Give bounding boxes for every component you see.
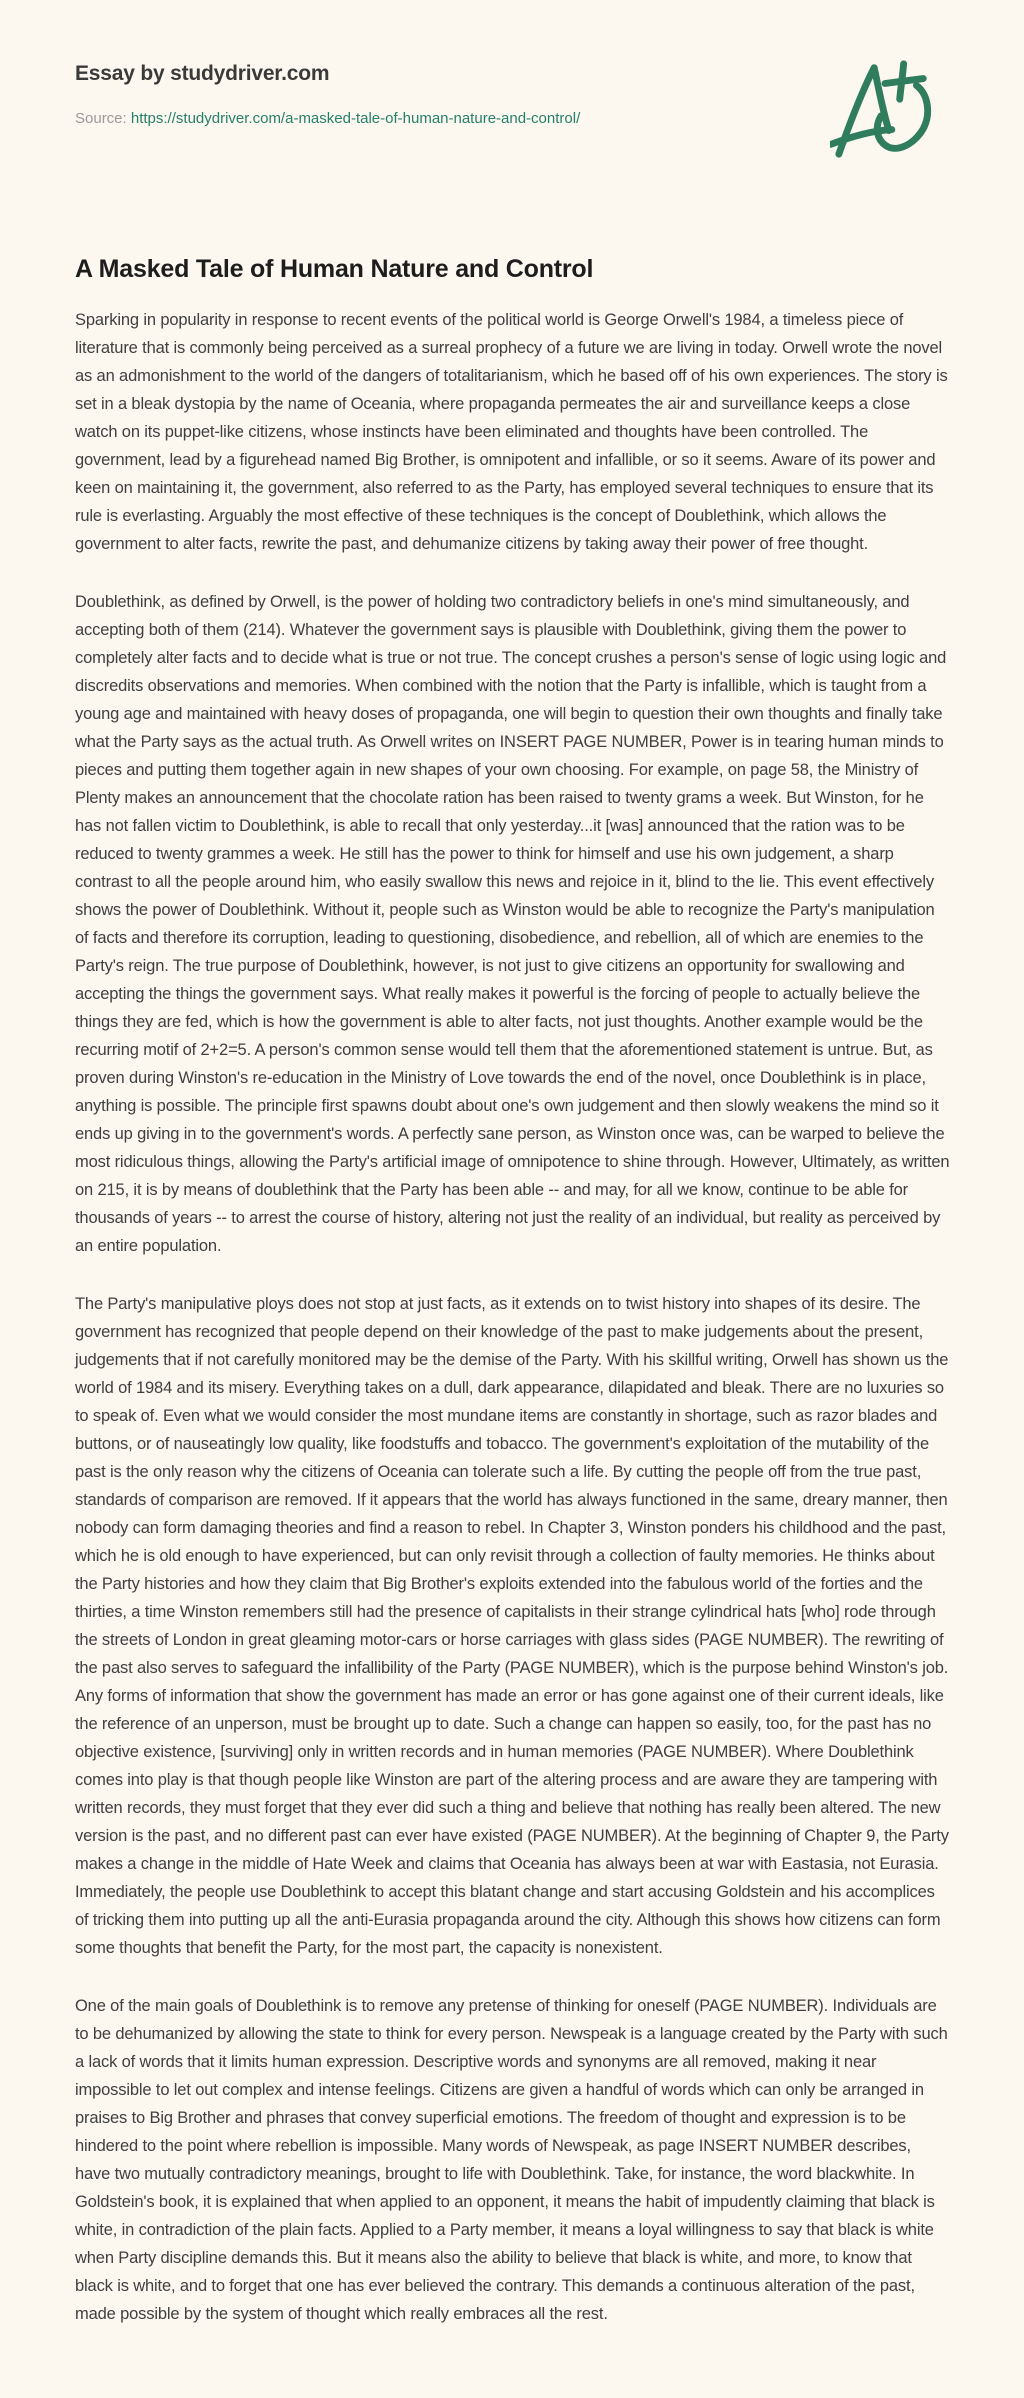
- page-header: [75, 62, 950, 127]
- essay-paragraph-3: The Party's manipulative ploys does not stop at just facts, as it extends on to twist history into shapes of its desire. The government has recognized that people depend on their knowledge of the past to make judgements about the present, judgements that if not carefully monitored may be the demise of the Party. With his skillful writing, Orwell has shown us the world of 1984 and its misery. Everything takes on a dull, dark appearance, dilapidated and bleak. There are no luxuries so to speak of. Even what we would consider the most mundane items are constantly in shortage, such as razor blades and buttons, or of nauseatingly low quality, like foodstuffs and tobacco. The government's exploitation of the mutability of the past is the only reason why the citizens of Oceania can tolerate such a life. By cutting the people off from the true past, standards of comparison are removed. If it appears that the world has always functioned in the same, dreary manner, then nobody can form damaging theories and find a reason to rebel. In Chapter 3, Winston ponders his childhood and the past, which he is old enough to have experienced, but can only revisit through a collection of faulty memories. He thinks about the Party histories and how they claim that Big Brother's exploits extended into the fabulous world of the forties and the thirties, a time Winston remembers still had the presence of capitalists in their strange cylindrical hats [who] rode through the streets of London in great gleaming motor-cars or horse carriages with glass sides (PAGE NUMBER). The rewriting of the past also serves to safeguard the infallibility of the Party (PAGE NUMBER), which is the purpose behind Winston's job. Any forms of information that show the government has made an error or has gone against one of their current ideals, like the reference of an unperson, must be brought up to date. Such a change can happen so easily, too, for the past has no objective existence, [surviving] only in written records and in human memories (PAGE NUMBER). Where Doublethink comes into play is that though people like Winston are part of the altering process and are aware they are tampering with written records, they must forget that they ever did such a thing and believe that nothing has really been altered. The new version is the past, and no different past can ever have existed (PAGE NUMBER). At the beginning of Chapter 9, the Party makes a change in the middle of Hate Week and claims that Oceania has always been at war with Eastasia, not Eurasia. Immediately, the people use Doublethink to accept this blatant change and start accusing Goldstein and his accomplices of tricking them into putting up all the anti-Eurasia propaganda around the city. Although this shows how citizens can form some thoughts that benefit the Party, for the most part, the capacity is nonexistent.: [75, 1295, 949, 1957]
- essay-paragraph-2: Doublethink, as defined by Orwell, is the power of holding two contradictory beliefs in one's mind simultaneously, and accepting both of them (214). Whatever the government says is plausible with Doublethink, giving them the power to completely alter facts and to decide what is true or not true. The concept crushes a person's sense of logic using logic and discredits observations and memories. When combined with the notion that the Party is infallible, which is taught from a young age and maintained with heavy doses of propaganda, one will begin to question their own thoughts and finally take what the Party says as the actual truth. As Orwell writes on INSERT PAGE NUMBER, Power is in tearing human minds to pieces and putting them together again in new shapes of your own choosing. For example, on page 58, the Ministry of Plenty makes an announcement that the chocolate ration has been raised to twenty grams a week. But Winston, for he has not fallen victim to Doublethink, is able to recall that only yesterday...it [was] announced that the ration was to be reduced to twenty grammes a week. He still has the power to think for himself and use his own judgement, a sharp contrast to all the people around him, who easily swallow this news and rejoice in it, blind to the lie. This event effectively shows the power of Doublethink. Without it, people such as Winston would be able to recognize the Party's manipulation of facts and therefore its corruption, leading to questioning, disobedience, and rebellion, all of which are enemies to the Party's reign. The true purpose of Doublethink, however, is not just to give citizens an opportunity for swallowing and accepting the things the government says. What really makes it powerful is the forcing of people to actually believe the things they are fed, which is how the government is able to alter facts, not just thoughts. Another example would be the recurring motif of 2+2=5. A person's common sense would tell them that the aforementioned statement is untrue. But, as proven during Winston's re-education in the Ministry of Love towards the end of the novel, once Doublethink is in place, anything is possible. The principle first spawns doubt about one's own judgement and then slowly weakens the mind so it ends up giving in to the government's words. A perfectly sane person, as Winston once was, can be warped to believe the most ridiculous things, allowing the Party's artificial image of omnipotence to shine through. However, Ultimately, as written on 215, it is by means of doublethink that the Party has been able -- and may, for all we know, continue to be able for thousands of years -- to arrest the course of history, altering not just the reality of an individual, but reality as perceived by an entire population.: [75, 593, 950, 1255]
- essay-body: [75, 306, 950, 2328]
- essay-paragraph-1: Sparking in popularity in response to recent events of the political world is George Orwell's 1984, a timeless piece of literature that is commonly being perceived as a surreal prophecy of a future we are living in today. Orwell wrote the novel as an admonishment to the world of the dangers of totalitarianism, which he based off of his own experiences. The story is set in a bleak dystopia by the name of Oceania, where propaganda permeates the air and surveillance keeps a close watch on its puppet-like citizens, whose instincts have been eliminated and thoughts have been controlled. The government, lead by a figurehead named Big Brother, is omnipotent and infallible, or so it seems. Aware of its power and keen on maintaining it, the government, also referred to as the Party, has employed several techniques to ensure that its rule is everlasting. Arguably the most effective of these techniques is the concept of Doublethink, which allows the government to alter facts, rewrite the past, and dehumanize citizens by taking away their power of free thought.: [75, 311, 948, 553]
- source-line: [75, 110, 950, 127]
- a-plus-logo-icon: [830, 58, 938, 160]
- essay-paragraph-4: One of the main goals of Doublethink is to remove any pretense of thinking for oneself (PAGE NUMBER). Individuals are to be dehumanized by allowing the state to think for every person. Newspeak is a language created by the Party with such a lack of words that it limits human expression. Descriptive words and synonyms are all removed, making it near impossible to let out complex and intense feelings. Citizens are given a handful of words which can only be arranged in praises to Big Brother and phrases that convey superficial emotions. The freedom of thought and expression is to be hindered to the point where rebellion is impossible. Many words of Newspeak, as page INSERT NUMBER describes, have two mutually contradictory meanings, brought to life with Doublethink. Take, for instance, the word blackwhite. In Goldstein's book, it is explained that when applied to an opponent, it means the habit of impudently claiming that black is white, in contradiction of the plain facts. Applied to a Party member, it means a loyal willingness to say that black is white when Party discipline demands this. But it means also the ability to believe that black is white, and more, to know that black is white, and to forget that one has ever believed the contrary. This demands a continuous alteration of the past, made possible by the system of thought which really embraces all the rest.: [75, 1997, 948, 2323]
- source-label: Source:: [75, 110, 127, 127]
- site-header-title: Essay by studydriver.com: [75, 62, 330, 85]
- source-link[interactable]: https://studydriver.com/a-masked-tale-of-human-nature-and-control/: [130, 110, 581, 127]
- essay-title: A Masked Tale of Human Nature and Control: [75, 255, 594, 283]
- essay-content: [75, 255, 950, 2328]
